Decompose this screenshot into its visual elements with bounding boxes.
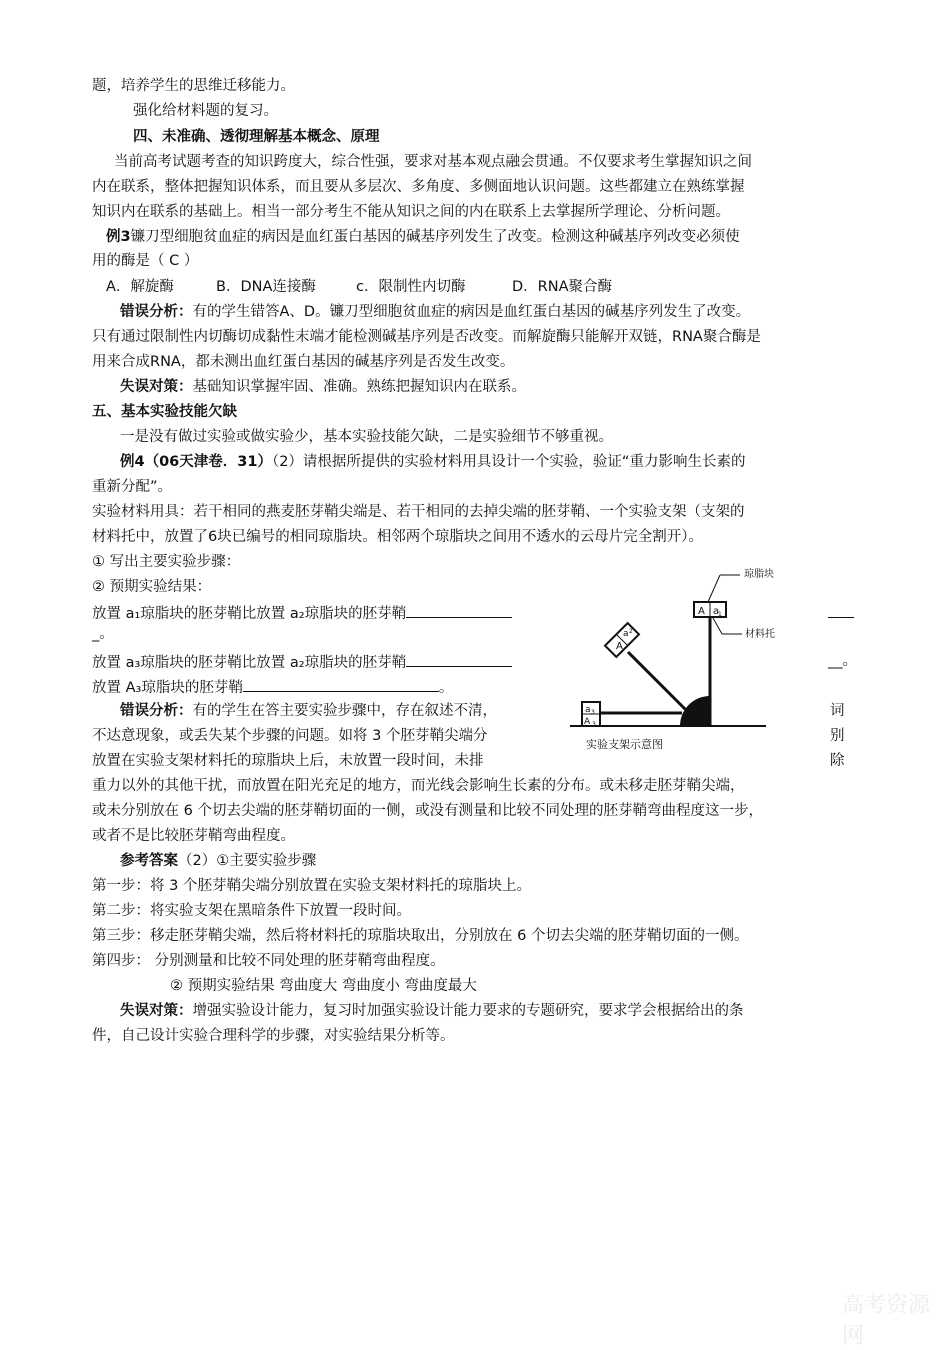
option-a: A．解旋酶 [106,279,174,295]
top-block-b: a [713,606,720,617]
result-prompt: ② 预期实验结果： [92,579,212,595]
countermeasure-text: 基础知识掌握牢固、准确。熟练把握知识内在联系。 [192,379,526,395]
paragraph-line: 一是没有做过实验或做实验少，基本实验技能欠缺，二是实验细节不够重视。 [120,429,613,445]
error-analysis-2-cont: 或者不是比较胚芽鞘弯曲程度。 [92,828,295,844]
answer-blank[interactable] [243,676,439,692]
error-analysis-2-cont: 放置在实验支架材料托的琼脂块上后，未放置一段时间，未排 [92,753,484,769]
example-4-question-cont: 重新分配”。 [92,479,173,495]
result-blank-1: 放置 a₁琼脂块的胚芽鞘比放置 a₂琼脂块的胚芽鞘 [92,602,512,624]
countermeasure-1 [120,377,526,397]
wrap-char: 除 [830,753,845,769]
example-4-text: （2）请根据所提供的实验材料用具设计一个实验，验证“重力影响生长素的 [271,454,746,470]
result-blank-3: 放置 A₃琼脂块的胚芽鞘 。 [92,676,453,698]
line-2: 强化给材料题的复习。 [133,103,278,119]
countermeasure-2-cont: 件，自己设计实验合理科学的步骤，对实验结果分析等。 [92,1028,455,1044]
tilted-block-b: a [623,629,629,639]
answer-blank[interactable] [406,602,512,618]
result-blank-2: 放置 a₃琼脂块的胚芽鞘比放置 a₂琼脂块的胚芽鞘 [92,651,512,673]
countermeasure-2 [120,1001,744,1021]
svg-text:3: 3 [592,721,596,728]
step-prompt: ① 写出主要实验步骤： [92,554,241,570]
countermeasure-label: 失误对策： [120,379,193,395]
error-analysis-label: 错误分析： [120,703,193,719]
paragraph-line: 内在联系，整体把握知识体系，而且要从多层次、多角度、多侧面地认识问题。这些都建立在熟练掌握 [92,179,745,195]
error-analysis-2-cont: 重力以外的其他干扰，而放置在阳光充足的地方，而光线会影响生长素的分布。或未移走胚芽鞘尖端， [92,778,745,794]
rack-base [680,696,710,726]
answer-step-3: 第三步：移走胚芽鞘尖端，然后将材料托的琼脂块取出，分别放在 6 个切去尖端的胚芽鞘切面的一侧。 [92,928,749,944]
answer-step-4: 第四步： 分别测量和比较不同处理的胚芽鞘弯曲程度。 [92,953,445,969]
svg-text:3: 3 [591,709,595,716]
materials-line: 实验材料用具：若干相同的燕麦胚芽鞘尖端是、若干相同的去掉尖端的胚芽鞘、一个实验支架（支架的 [92,504,745,520]
low-block-a: a [585,705,591,715]
reference-answer-text: （2）①主要实验步骤 [178,853,317,869]
example-3-text: 镰刀型细胞贫血症的病因是血红蛋白基因的碱基序列发生了改变。检测这种碱基序列改变必须使 [130,229,740,245]
result-blank-1-end: _。 [92,626,114,642]
answer-step-1: 第一步：将 3 个胚芽鞘尖端分别放置在实验支架材料托的琼脂块上。 [92,878,531,894]
example-3-question [106,227,740,247]
svg-text:1: 1 [718,611,722,618]
option-d: D．RNA聚合酶 [512,279,613,295]
svg-text:2: 2 [629,628,633,635]
paragraph-line: 知识内在联系的基础上。相当一部分考生不能从知识之间的内在联系上去掌握所学理论、分析问题。 [92,204,730,220]
reference-answer-label: 参考答案 [120,853,178,869]
line-1: 题，培养学生的思维迁移能力。 [92,78,295,94]
error-analysis-label: 错误分析： [120,304,193,320]
countermeasure-text: 增强实验设计能力，复习时加强实验设计能力要求的专题研究，要求学会根据给出的条 [192,1003,744,1019]
countermeasure-label: 失误对策： [120,1003,193,1019]
error-analysis-2-cont: 或未分别放在 6 个切去尖端的胚芽鞘切面的一侧，或没有测量和比较不同处理的胚芽鞘弯曲程度这一步， [92,803,763,819]
materials-line: 材料托中，放置了6块已编号的相同琼脂块。相邻两个琼脂块之间用不透水的云母片完全割开）。 [92,529,703,545]
error-analysis-1-cont: 用来合成RNA，都未测出血红蛋白基因的碱基序列是否发生改变。 [92,354,515,370]
error-analysis-text: 有的学生在答主要实验步骤中，存在叙述不清， [192,703,497,719]
top-block-a: A [698,606,705,617]
watermark: 高考资源网 [842,1293,931,1349]
example-3-label: 例3 [106,229,131,245]
answer-blank-right[interactable] [828,602,854,624]
answer-step-2: 第二步：将实验支架在黑暗条件下放置一段时间。 [92,903,411,919]
error-analysis-1-cont: 只有通过限制性内切酶切成黏性末端才能检测碱基序列是否改变。而解旋酶只能解开双链，RNA聚合酶是 [92,329,761,345]
example-3-question-cont: 用的酶是（ C ） [92,253,199,269]
expected-results: ② 预期实验结果 弯曲度大 弯曲度小 弯曲度最大 [170,978,477,994]
tray-label: 材料托 [745,629,775,640]
option-c: c．限制性内切酶 [356,279,466,295]
error-analysis-text: 有的学生错答A、D。镰刀型细胞贫血症的病因是血红蛋白基因的碱基序列发生了改变。 [192,304,751,320]
reference-answer [120,851,316,871]
figure-caption: 实验支架示意图 [586,738,663,751]
example-4-label: 例4（06天津卷．31） [120,454,272,470]
wrap-char: 词 [830,703,845,719]
wrap-char: 别 [830,728,845,744]
tilted-arm [628,652,688,712]
error-analysis-2 [120,701,497,721]
section-heading-5: 五、基本实验技能欠缺 [92,404,237,420]
experiment-rack-diagram [570,562,800,752]
tilted-block-a: A [616,641,623,652]
error-analysis-1 [120,302,750,322]
paragraph-line: 当前高考试题考查的知识跨度大，综合性强，要求对基本观点融会贯通。不仅要求考生掌握知识之间 [114,154,752,170]
option-b: B．DNA连接酶 [216,279,316,295]
low-block-b: A [584,717,591,727]
example-4-question [120,452,745,472]
agar-label: 琼脂块 [744,569,774,580]
error-analysis-2-cont: 不达意现象，或丢失某个步骤的问题。如将 3 个胚芽鞘尖端分 [92,728,488,744]
result-blank-2-end: __。 [828,653,857,669]
section-heading-4: 四、未准确、透彻理解基本概念、原理 [133,129,380,145]
answer-blank[interactable] [406,651,512,667]
